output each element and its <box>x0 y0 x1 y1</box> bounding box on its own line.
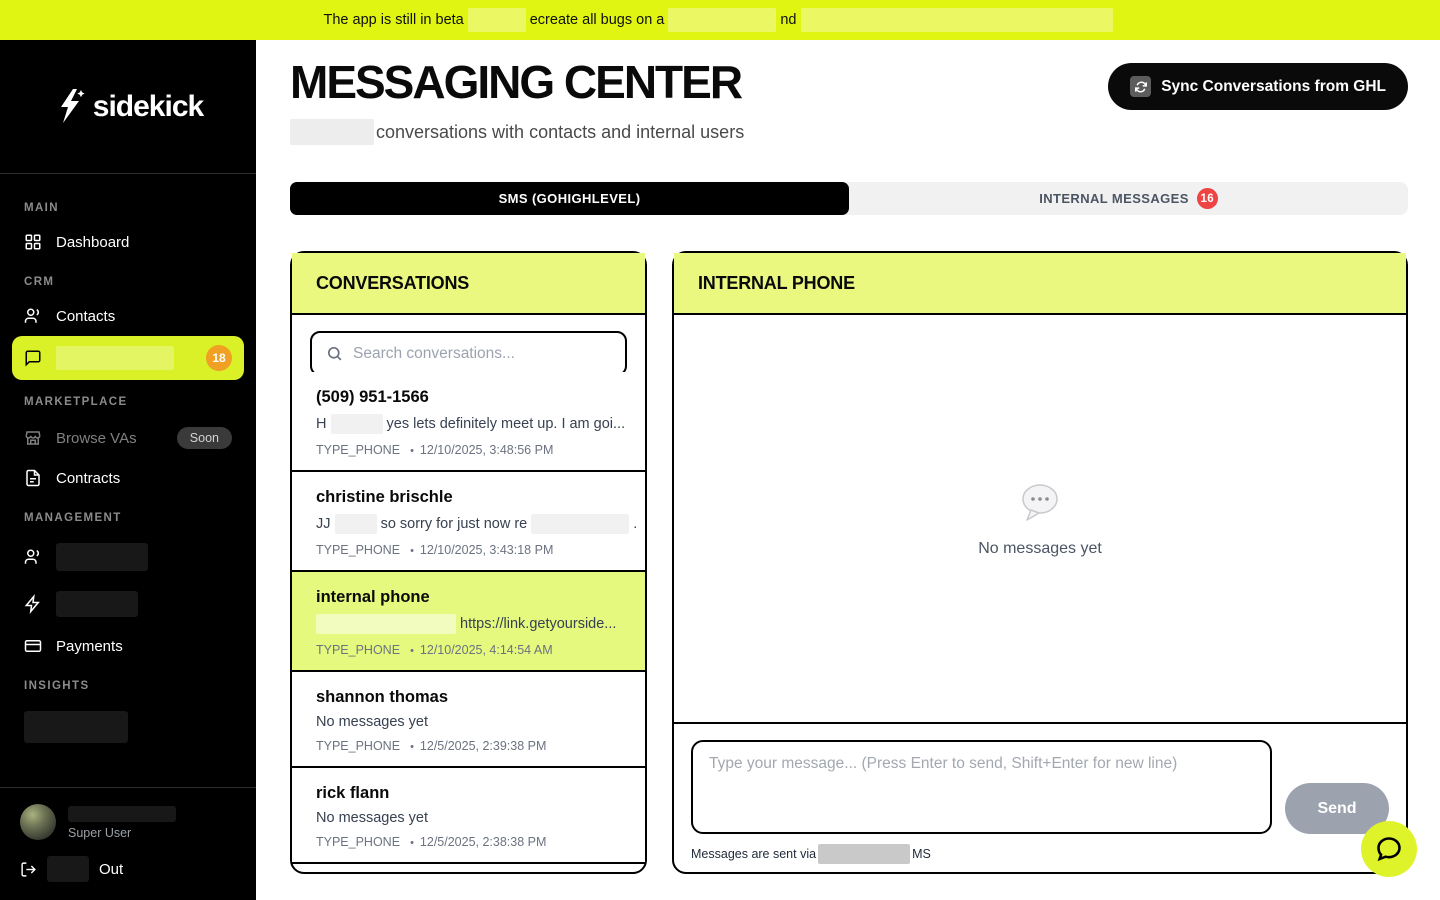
speech-bubble-icon <box>1017 480 1063 524</box>
sidebar-item-label: Dashboard <box>56 233 130 251</box>
preview-text: https://link.getyourside... <box>460 616 617 633</box>
page-title: MESSAGING CENTER <box>290 56 742 108</box>
unread-count-badge: 18 <box>206 345 232 371</box>
sync-conversations-button[interactable] <box>1108 63 1408 110</box>
logout-label: Out <box>99 860 124 878</box>
message-input[interactable] <box>691 740 1272 834</box>
conversation-time: 12/5/2025, 2:39:38 PM <box>419 739 547 754</box>
sidebar-item-redacted-2[interactable] <box>12 582 244 626</box>
sidebar-item-label: Payments <box>56 637 123 655</box>
sidebar-item-label: Contacts <box>56 307 116 325</box>
conversation-preview <box>316 414 626 434</box>
message-composer <box>674 722 1406 872</box>
redacted-text <box>56 346 174 370</box>
beta-banner <box>0 0 1440 40</box>
redacted-text <box>331 414 383 434</box>
conversation-type: TYPE_PHONE <box>316 643 401 658</box>
tab-label: INTERNAL MESSAGES <box>1039 191 1189 207</box>
conversation-item[interactable] <box>292 472 645 572</box>
conversation-preview <box>316 714 621 730</box>
store-icon <box>24 429 42 447</box>
sidebar-item-dashboard[interactable] <box>12 224 244 260</box>
redacted-text <box>56 543 148 571</box>
users-icon <box>24 548 42 566</box>
conversation-item[interactable] <box>292 672 645 768</box>
sidebar-item-label: Browse VAs <box>56 429 137 447</box>
footer-text: Messages are sent via <box>691 847 817 862</box>
redacted-text <box>335 514 377 534</box>
user-role: Super User <box>68 826 132 840</box>
avatar <box>20 804 56 840</box>
page-subtitle-text: conversations with contacts and internal users <box>376 121 745 142</box>
chat-widget-button[interactable] <box>1361 821 1417 877</box>
redacted-text <box>801 8 1113 32</box>
conversation-meta <box>316 835 621 849</box>
conversation-name: internal phone <box>316 588 430 607</box>
preview-text: H <box>316 416 327 433</box>
logo-text: sidekick <box>92 89 204 123</box>
user-profile[interactable] <box>20 804 236 840</box>
conversation-meta <box>316 643 621 657</box>
conversation-name: shannon thomas <box>316 688 449 707</box>
user-area <box>0 787 256 900</box>
tab-label: SMS (GOHIGHLEVEL) <box>498 191 641 207</box>
banner-text-2: ecreate all bugs on a <box>529 12 665 28</box>
redacted-text <box>24 711 128 743</box>
meta-separator <box>400 543 420 557</box>
file-text-icon <box>24 469 42 487</box>
sidebar-item-messaging-active[interactable] <box>12 336 244 380</box>
preview-text: No messages yet <box>316 810 429 827</box>
redacted-text <box>56 591 138 617</box>
sidebar-item-redacted-1[interactable] <box>12 534 244 580</box>
conversation-name: christine brischle <box>316 488 453 507</box>
preview-text: JJ <box>316 516 331 533</box>
internal-messages-count-badge: 16 <box>1197 188 1218 209</box>
main-content <box>256 40 1440 900</box>
section-label-main: MAIN <box>24 202 59 214</box>
conversation-item-selected[interactable] <box>292 572 645 672</box>
conversations-panel <box>290 251 647 874</box>
redacted-text <box>468 8 526 32</box>
page-subtitle <box>290 119 744 145</box>
log-out-icon <box>20 861 37 878</box>
dashboard-icon <box>24 233 42 251</box>
preview-text: so sorry for just now re <box>380 516 528 533</box>
conversation-meta <box>316 443 621 457</box>
search-box[interactable] <box>310 331 627 376</box>
sidekick-logo-icon <box>53 87 87 127</box>
conversation-type: TYPE_PHONE <box>316 835 401 850</box>
preview-text: No messages yet <box>316 714 429 731</box>
redacted-text <box>818 844 910 864</box>
conversation-type: TYPE_PHONE <box>316 543 401 558</box>
meta-separator <box>400 443 420 457</box>
redacted-user-name <box>68 806 176 822</box>
sidebar-item-payments[interactable] <box>12 628 244 664</box>
conversation-time: 12/10/2025, 4:14:54 AM <box>419 643 553 658</box>
zap-icon <box>24 595 42 613</box>
conversation-name: (509) 951-1566 <box>316 388 429 407</box>
section-label-crm: CRM <box>24 276 55 288</box>
conversation-name: rick flann <box>316 784 390 803</box>
conversation-type: TYPE_PHONE <box>316 739 401 754</box>
conversation-time: 12/10/2025, 3:48:56 PM <box>419 443 554 458</box>
tab-internal-messages[interactable] <box>849 182 1408 215</box>
conversation-preview <box>316 614 621 634</box>
conversation-item[interactable] <box>292 372 645 472</box>
redacted-text <box>290 119 374 145</box>
search-icon <box>326 345 343 362</box>
tab-sms-gohighlevel[interactable] <box>290 182 849 215</box>
credit-card-icon <box>24 637 42 655</box>
soon-badge: Soon <box>177 427 232 449</box>
section-label-insights: INSIGHTS <box>24 680 90 692</box>
banner-text-3: nd <box>780 12 797 28</box>
conversation-time: 12/10/2025, 3:43:18 PM <box>419 543 554 558</box>
sync-button-label: Sync Conversations from GHL <box>1161 77 1386 95</box>
sidebar-item-contracts[interactable] <box>12 460 244 496</box>
sidebar-item-label: Contracts <box>56 469 121 487</box>
redacted-text <box>316 614 456 634</box>
section-label-management: MANAGEMENT <box>24 512 122 524</box>
sidebar-nav <box>0 174 256 787</box>
conversation-preview <box>316 514 638 534</box>
redacted-text <box>531 514 629 534</box>
thread-panel-header: INTERNAL PHONE <box>674 253 1406 315</box>
conversation-item[interactable] <box>292 768 645 864</box>
thread-empty-state <box>674 315 1406 722</box>
sidebar-item-redacted-3[interactable] <box>12 702 244 752</box>
banner-text-1: The app is still in beta <box>323 12 464 28</box>
section-label-marketplace: MARKETPLACE <box>24 396 128 408</box>
conversation-list[interactable] <box>292 388 645 872</box>
redacted-text <box>47 856 89 882</box>
message-thread-panel <box>672 251 1408 874</box>
redacted-text <box>668 8 776 32</box>
conversation-type: TYPE_PHONE <box>316 443 401 458</box>
message-channel-tabs <box>290 182 1408 215</box>
preview-text: yes lets definitely meet up. I am goi... <box>386 416 626 433</box>
preview-text: . <box>633 516 638 533</box>
conversation-preview <box>316 810 621 826</box>
logout-button[interactable] <box>20 856 236 882</box>
conversation-time: 12/5/2025, 2:38:38 PM <box>419 835 547 850</box>
chat-bubble-icon <box>1375 835 1403 863</box>
send-button[interactable]: Send <box>1285 783 1389 834</box>
conversation-meta <box>316 543 621 557</box>
sync-icon <box>1130 76 1151 97</box>
footer-text: MS <box>912 847 931 862</box>
logo <box>0 40 256 174</box>
empty-state-text: No messages yet <box>978 539 1102 557</box>
meta-separator <box>400 739 420 753</box>
sidebar <box>0 40 256 900</box>
users-icon <box>24 307 42 325</box>
meta-separator <box>400 643 420 657</box>
composer-footer-note <box>691 844 1389 864</box>
sidebar-item-contacts[interactable] <box>12 298 244 334</box>
meta-separator <box>400 835 420 849</box>
message-square-icon <box>24 349 42 367</box>
sidebar-item-browse-vas <box>12 418 244 458</box>
conversations-panel-header: CONVERSATIONS <box>292 253 645 315</box>
search-input[interactable] <box>353 345 611 363</box>
conversation-meta <box>316 739 621 753</box>
